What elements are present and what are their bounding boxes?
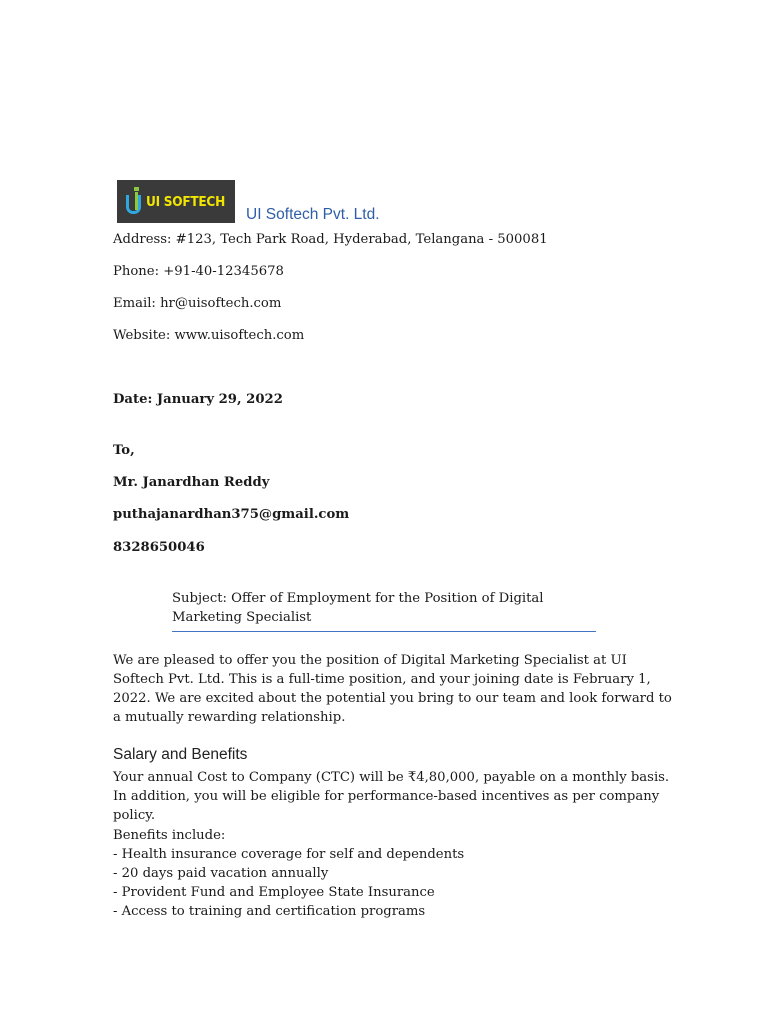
company-website: Website: www.uisoftech.com (113, 328, 305, 343)
benefit-item: - 20 days paid vacation annually (113, 866, 329, 881)
subject-line: Subject: Offer of Employment for the Position of Digital Marketing Specialist (172, 589, 596, 632)
recipient-name: Mr. Janardhan Reddy (113, 475, 270, 490)
benefit-item: - Provident Fund and Employee State Insurance (113, 885, 435, 900)
logo-text: UI SOFTECH (146, 193, 225, 210)
company-address: Address: #123, Tech Park Road, Hyderabad, Telangana - 500081 (113, 232, 548, 247)
benefits-list (113, 826, 464, 921)
recipient-phone: 8328650046 (113, 540, 205, 555)
letter-date: Date: January 29, 2022 (113, 392, 283, 407)
benefits-intro: Benefits include: (113, 828, 226, 843)
benefit-item: - Access to training and certification programs (113, 904, 426, 919)
recipient-to: To, (113, 443, 135, 458)
salary-paragraph: Your annual Cost to Company (CTC) will be ₹4,80,000, payable on a monthly basis. In addition, you will be eligible for performance-based incentives as per company policy. (113, 770, 670, 823)
benefit-item: - Health insurance coverage for self and dependents (113, 847, 465, 862)
company-logo (117, 180, 235, 223)
company-phone: Phone: +91-40-12345678 (113, 264, 284, 279)
salary-heading: Salary and Benefits (113, 746, 248, 763)
company-email: Email: hr@uisoftech.com (113, 296, 282, 311)
intro-paragraph: We are pleased to offer you the position of Digital Marketing Specialist at UI Softech Pvt. Ltd. This is a full-time position, and your joining date is February 1, 2022. We are excited about the potential you bring to our team and look forward to a mutually rewarding relationship. (113, 653, 672, 725)
recipient-email: puthajanardhan375@gmail.com (113, 507, 350, 522)
company-name: UI Softech Pvt. Ltd. (246, 206, 380, 223)
logo-mark-icon (123, 187, 145, 217)
